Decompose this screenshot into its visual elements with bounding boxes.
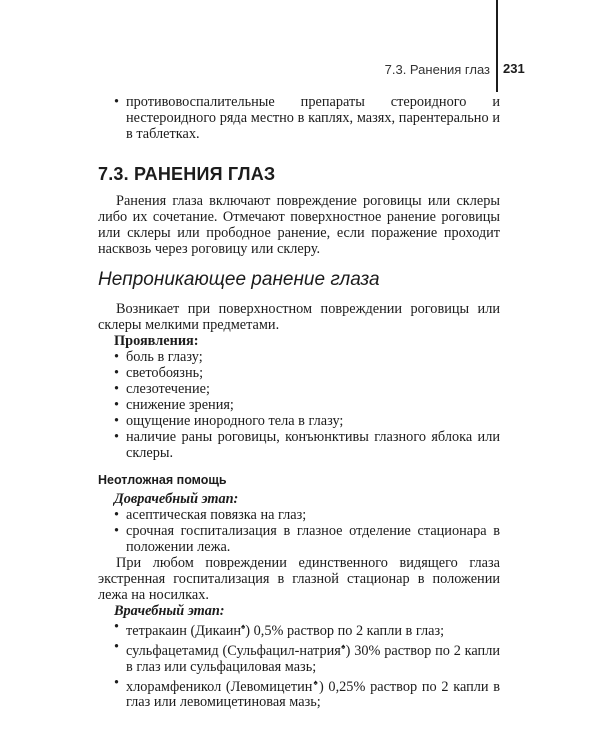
manifestations-list bbox=[98, 349, 500, 461]
prehospital-list bbox=[98, 507, 500, 555]
list-item: • противовоспалительные препараты стероидного и нестероидного ряда местно в каплях, мазях, парентерально и в таблетках. bbox=[98, 94, 500, 142]
drug-text: тетракаин (Дикаин bbox=[126, 622, 242, 639]
list-item bbox=[98, 639, 500, 675]
page-number: 231 bbox=[503, 61, 525, 76]
list-item bbox=[98, 675, 500, 711]
continued-list bbox=[98, 94, 500, 142]
section-intro: Ранения глаза включают повреждение роговицы или склеры либо их сочетание. Отмечают поверхностное ранение роговицы или склеры или прободное ранение, если поражение проходит насквозь через роговицу или склеру. bbox=[98, 193, 500, 257]
list-item: • асептическая повязка на глаз; bbox=[98, 507, 500, 523]
drug-text: ) 0,25% раствор по 2 капли в глаз или левомицетиновая мазь; bbox=[126, 678, 501, 711]
drug-text: ) 30% раствор по 2 капли в глаз или сульфациловая мазь; bbox=[126, 642, 500, 675]
manifestations-label: Проявления: bbox=[114, 333, 199, 349]
list-item: • срочная госпитализация в глазное отделение стационара в положении лежа. bbox=[98, 523, 500, 555]
page-content bbox=[98, 92, 500, 710]
list-item bbox=[98, 619, 500, 639]
drug-text: хлорамфеникол (Левомицетин bbox=[126, 678, 313, 695]
trademark-mark: ♠ bbox=[241, 622, 246, 631]
medical-label: Врачебный этап: bbox=[114, 603, 225, 619]
list-item: • ощущение инородного тела в глазу; bbox=[98, 413, 500, 429]
section-title: 7.3. РАНЕНИЯ ГЛАЗ bbox=[98, 164, 276, 184]
subsection-intro: Возникает при поверхностном повреждении роговицы или склеры мелкими предметами. bbox=[98, 301, 500, 333]
emergency-title: Неотложная помощь bbox=[98, 473, 227, 487]
list-item: • светобоязнь; bbox=[98, 365, 500, 381]
medical-list bbox=[98, 619, 500, 710]
prehospital-label: Доврачебный этап: bbox=[114, 491, 239, 507]
list-item: • наличие раны роговицы, конъюнктивы глазного яблока или склеры. bbox=[98, 429, 500, 461]
list-item: • снижение зрения; bbox=[98, 397, 500, 413]
subsection-title: Непроникающее ранение глаза bbox=[98, 269, 380, 290]
trademark-mark: ♠ bbox=[340, 641, 346, 651]
drug-text: ) 0,5% раствор по 2 капли в глаз; bbox=[245, 622, 445, 639]
list-item: • слезотечение; bbox=[98, 381, 500, 397]
emergency-note: При любом повреждении единственного видящего глаза экстренная госпитализация в глазной стационар в положении лежа на носилках. bbox=[98, 555, 500, 603]
running-head: 7.3. Ранения глаз bbox=[384, 62, 490, 77]
trademark-mark: ♠ bbox=[312, 677, 319, 687]
drug-text: сульфацетамид (Сульфацил-натрия bbox=[126, 642, 341, 659]
header-rule bbox=[496, 0, 498, 92]
list-item: • боль в глазу; bbox=[98, 349, 500, 365]
